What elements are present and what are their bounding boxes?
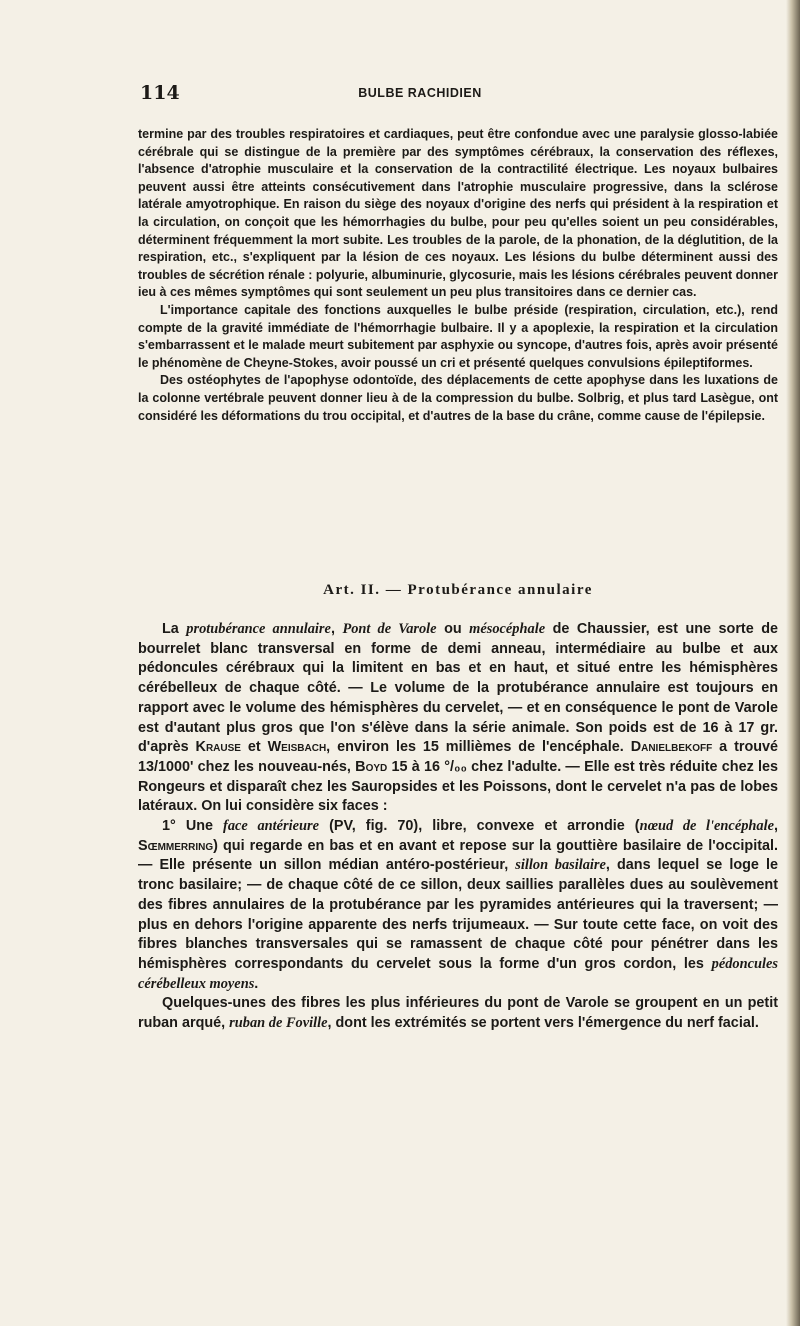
author-name: Danielbekoff — [630, 739, 713, 756]
paragraph: La protubérance annulaire, Pont de Varole ou mésocéphale de Chaussier, est une sorte de bourrelet blanc transversal en forme de demi anneau, intermédiaire au bulbe et aux pédoncules cérébraux qui la limitent en bas et en haut, et situé entre les hémisphères cérébelleux de chaque côté. — Le volume de la protubérance annulaire est toujours en rapport avec le volume des hémisphères du cervelet, — et en conséquence le pont de Varole est d'autant plus gros que l'on s'élève dans la série animale. Son poids est de 16 à 17 gr. d'après Krause et Weisbach, environ les 15 millièmes de l'encéphale. Danielbekoff a trouvé 13/1000' chez les nouveau-nés, Boyd 15 à 16 °/₀₀ chez l'adulte. — Elle est très réduite chez les Rongeurs et disparaît chez les Sauropsides et les Poissons, dont le cervelet n'a pas de lobes latéraux. On lui considère six faces : — [138, 621, 779, 815]
term: protubérance annulaire — [186, 621, 331, 637]
term: pédoncules cérébelleux moyens — [138, 955, 779, 992]
section-2-text — [138, 620, 778, 1034]
term: face antérieure — [223, 818, 320, 835]
paragraph — [138, 817, 778, 994]
text-run: 15 à 16 °/₀₀ chez l'adulte. — Elle est très réduite chez les Rongeurs et disparaît chez les Sauropsides et les Poissons, dont le cervelet n'a pas de lobes latéraux. On lui considère six faces : — [138, 758, 779, 815]
text-run: , dont les extrémités se portent vers l'émergence du nerf facial. — [327, 1015, 759, 1032]
paragraph: termine par des troubles respiratoires et cardiaques, peut être confondue avec une paralysie glosso-labiée cérébrale qui se distingue de la première par des symptômes cérébraux, la conservation des réflexes, l'absence d'atrophie musculaire et la conservation de la contractilité électrique. Les noyaux bulbaires peuvent aussi être atteints consécutivement dans l'atrophie musculaire progressive, dans la sclérose latérale amyotrophique. En raison du siège des noyaux d'origine des nerfs qui président à la respiration et la circulation, on conçoit que les hémorrhagies du bulbe, pour peu qu'elles soient un peu considérables, déterminent fréquemment la mort subite. Les troubles de la parole, de la phonation, de la déglutition, de la respiration, etc., s'expliquent par la lésion de ces noyaux. Les lésions du bulbe déterminent aussi des troubles de sécrétion rénale : polyurie, albuminurie, glycosurie, mais les lésions cérébrales peuvent donner ieu à ces mêmes symptômes qui sont seulement un peu plus transitoires dans ce dernier cas. — [138, 127, 778, 300]
text-run: de Chaussier, est une sorte de bourrelet blanc transversal en forme de demi anneau, intermédiaire au bulbe et aux pédoncules cérébraux qui la limitent en bas et en haut, et situé entre les hémisphères cérébelleux de chaque côté. — Le volume de la protubérance annulaire est toujours en rapport avec le volume des hémisphères du cervelet, — et en conséquence le pont de Varole est d'autant plus gros que l'on s'élève dans la série animale. Son poids est de 16 à 17 gr. d'après — [138, 621, 779, 756]
text-run: , — [774, 818, 778, 835]
term: ruban de Foville — [229, 1015, 328, 1032]
page-number: 114 — [140, 82, 180, 104]
term: nœud de l'encéphale — [639, 818, 774, 835]
running-head: BULBE RACHIDIEN — [358, 86, 482, 100]
author-name: Boyd — [355, 758, 388, 775]
section-1-text — [138, 126, 778, 425]
paragraph: L'importance capitale des fonctions auxquelles le bulbe préside (respiration, circulation, etc.), rend compte de la gravité immédiate de l'hémorrhagie bulbaire. Il y a apoplexie, la respiration et la circulation s'embarrassent et le malade meurt subitement par asphyxie ou syncope, d'autres fois, après avoir présenté le phénomène de Cheyne-Stokes, avoir poussé un cri et présenté quelques convulsions épileptiformes. — [138, 302, 778, 370]
author-name: Sœmmerring — [138, 837, 214, 854]
text-run: (PV, fig. 70), libre, convexe et arrondie ( — [329, 818, 640, 835]
text-run: Quelques-unes des fibres les plus inférieures du pont de Varole se groupent en un petit ruban arqué, — [138, 995, 778, 1032]
text-run: ) qui regarde en bas et en avant et repose sur la gouttière basilaire de l'occipital. — Elle présente un sillon médian antéro-postérieur, — [138, 837, 778, 874]
term: sillon basilaire — [515, 857, 606, 874]
term: mésocéphale — [469, 621, 546, 637]
text-run: . — [254, 975, 259, 992]
list-number: 1° — [162, 818, 176, 835]
text-run: Une — [185, 818, 213, 835]
page-edge-shadow — [786, 0, 800, 1326]
term: Pont de Varole — [342, 621, 437, 637]
text-run: , environ les 15 millièmes de l'encéphale. — [326, 739, 624, 756]
section-title: Art. II. — Protubérance annulaire — [323, 582, 593, 598]
author-name: Krause — [195, 739, 241, 756]
author-name: Weisbach — [267, 739, 327, 756]
text-run: a trouvé 13/1000' chez les nouveau-nés, — [138, 739, 779, 775]
text-run: , dans lequel se loge le tronc basilaire; — de chaque côté de ce sillon, deux saillies parallèles dues au soulèvement des fibres annulaires de la protubérance par les pyramides antérieures qui la traversent; — plus en dehors l'origine apparente des nerfs trijumeaux. — Sur toute cette face, on voit des fibres blanches transversales qui se ramassent de chaque côté pour pénétrer dans les hémisphères correspondants du cervelet sous la forme d'un gros cordon, les — [138, 857, 778, 972]
paragraph: Des ostéophytes de l'apophyse odontoïde, des déplacements de cette apophyse dans les luxations de la colonne vertébrale peuvent donner lieu à de la compression du bulbe. Solbrig, et plus tard Lasègue, ont considéré les déformations du trou occipital, et d'autres de la base du crâne, comme cause de l'épilepsie. — [138, 373, 778, 423]
page-header — [100, 82, 740, 112]
paragraph — [138, 994, 778, 1033]
